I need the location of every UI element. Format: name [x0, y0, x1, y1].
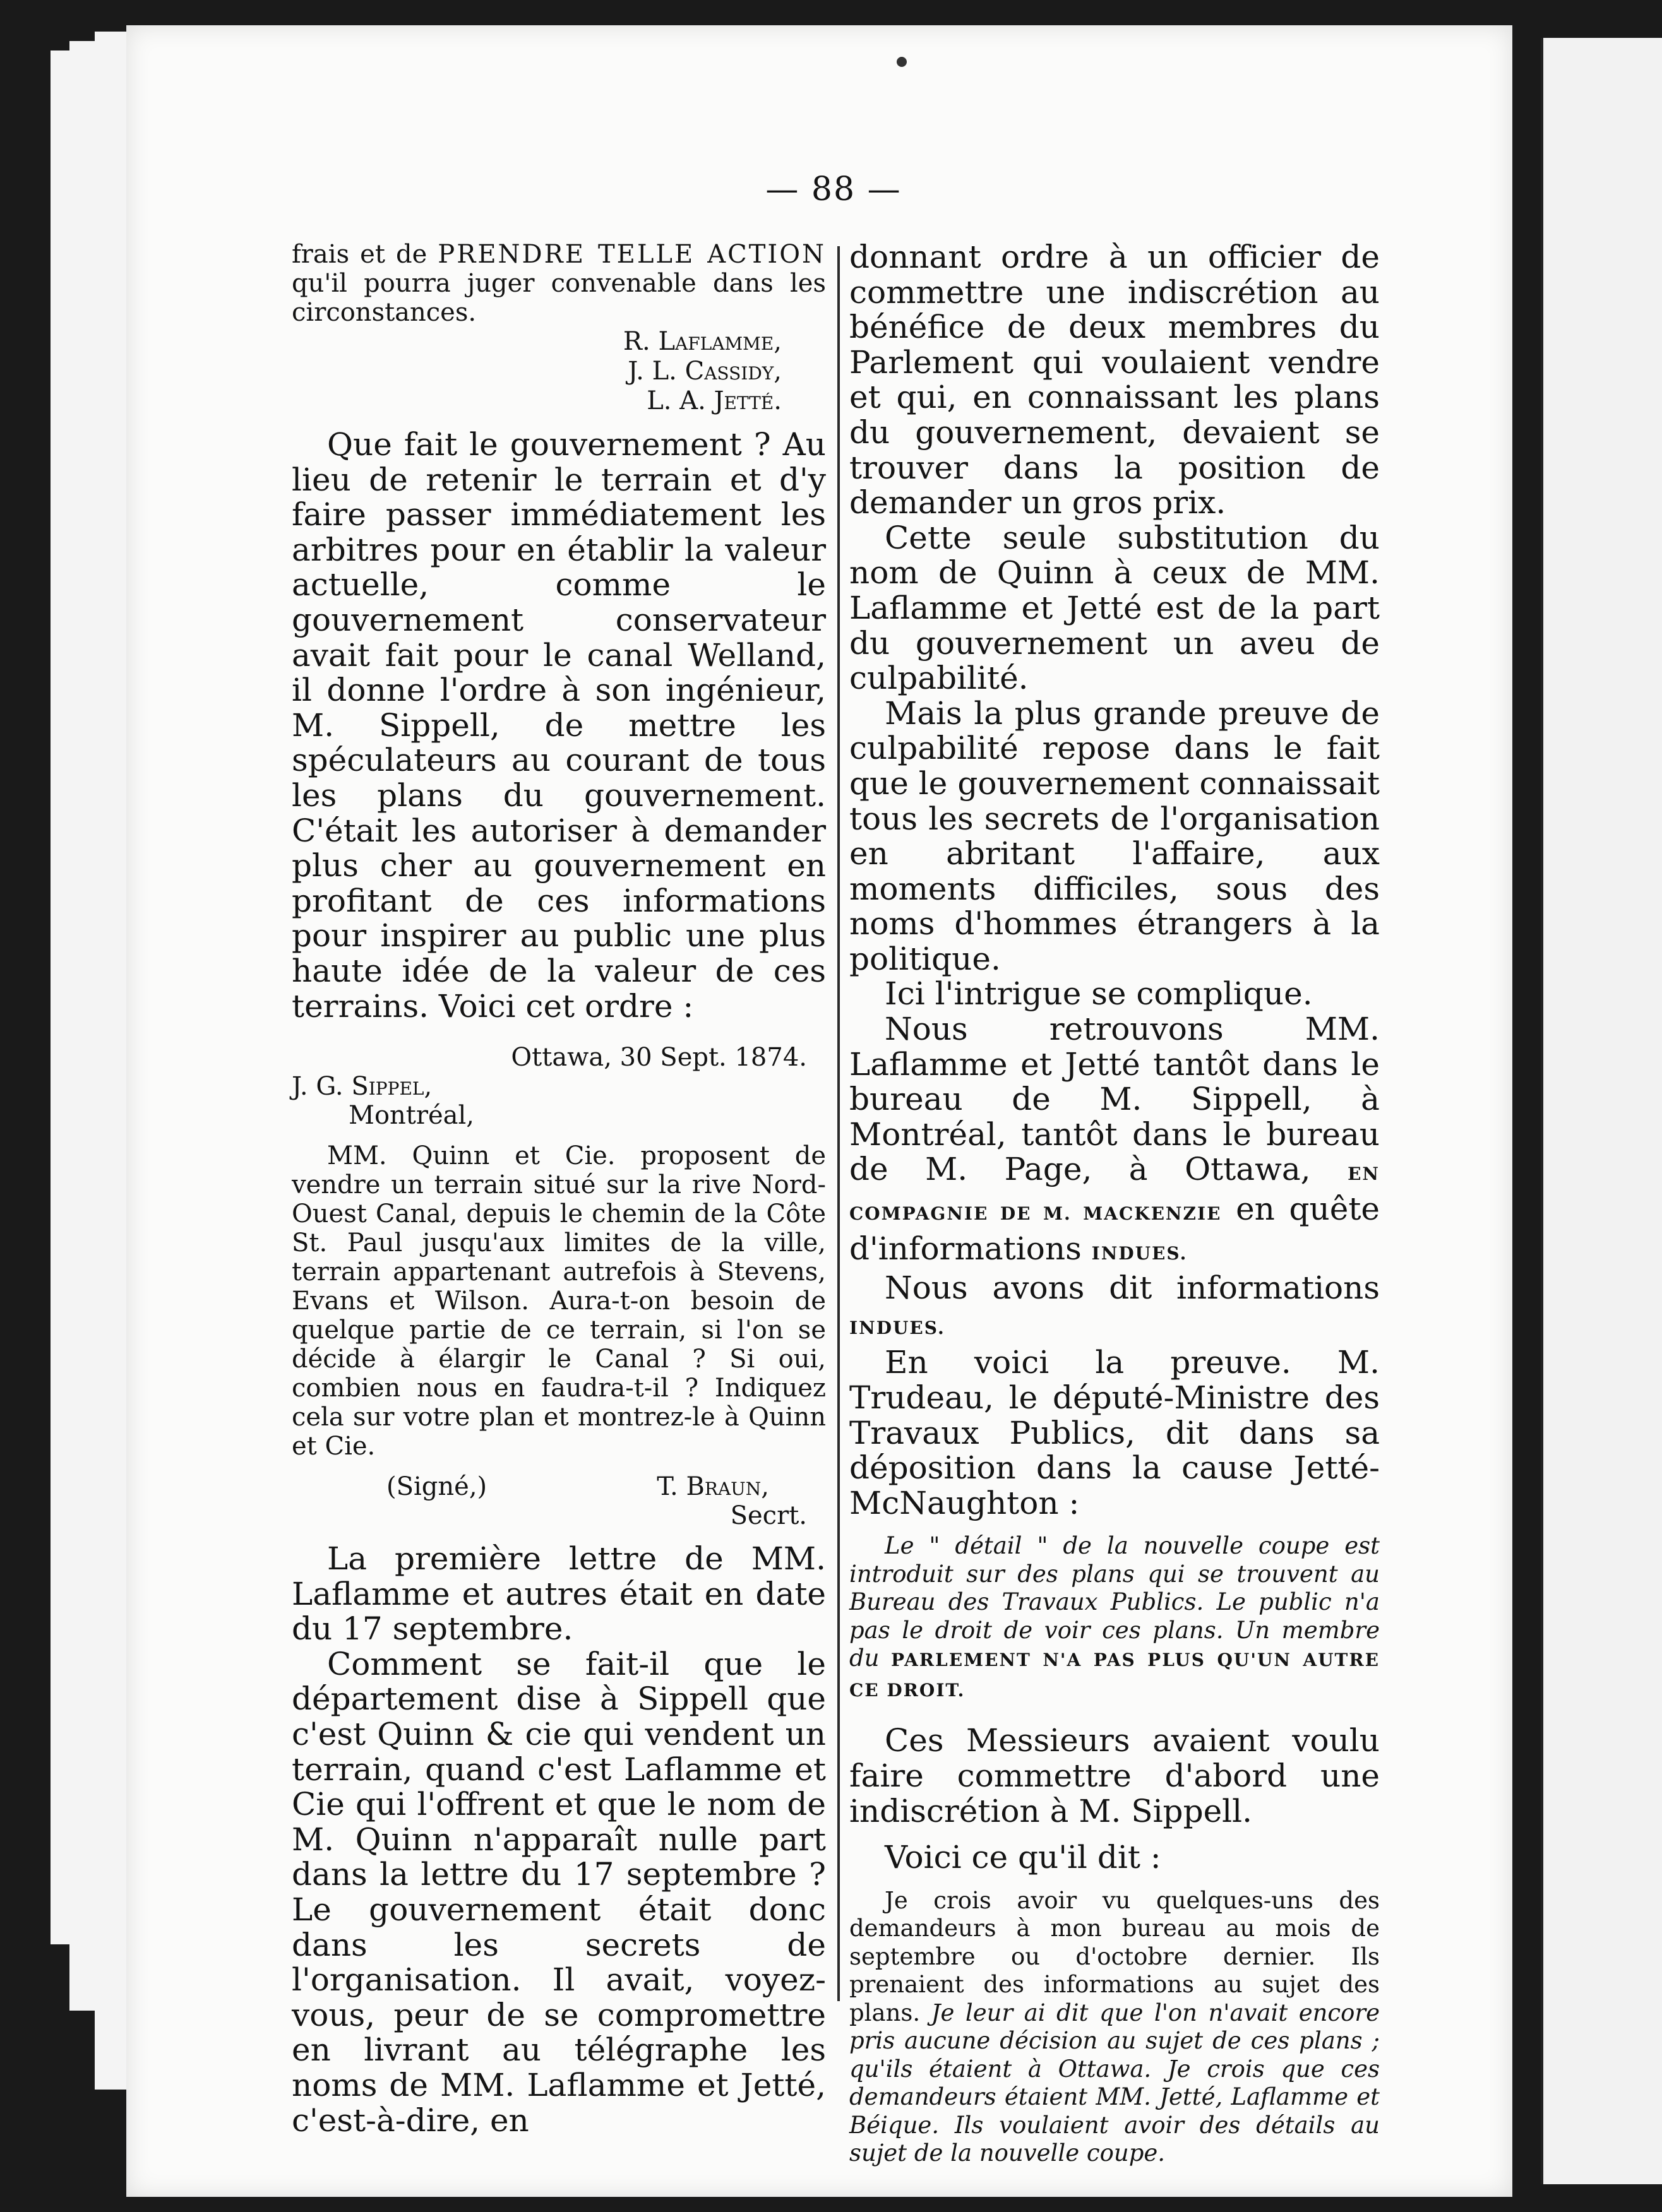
ink-mark	[897, 57, 907, 67]
letter-body: MM. Quinn et Cie. proposent de vendre un terrain situé sur la rive Nord-Ouest Canal, depuis le chemin de la Côte St. Paul jusqu'aux limites de la ville, terrain appartenant autrefois à Stevens, Evans et Wilson. Aura-t-on besoin de quelque partie de ce terrain, si l'on se décide à élargir le Canal ? Si oui, combien nous en faudra-t-il ? Indiquez cela sur votre plan et montrez-le à Quinn et Cie.	[292, 1141, 826, 1461]
text: frais et de	[292, 240, 438, 269]
paragraph: Cette seule substitution du nom de Quinn à ceux de MM. Laflamme et Jetté est de la part du gouvernement un aveu de culpabilité.	[849, 519, 1380, 697]
paragraph	[292, 240, 826, 327]
text: en quête d'informations	[849, 1191, 1380, 1267]
testimony-quote	[849, 1532, 1380, 1704]
signatory: R. Laflamme,	[623, 327, 782, 356]
paragraph	[849, 1271, 1380, 1345]
right-column	[849, 240, 1380, 2168]
paragraph: La première lettre de MM. Laflamme et autres était en date du 17 septembre.	[292, 1540, 826, 1648]
addressee-city: Montréal,	[349, 1101, 475, 1131]
left-column	[292, 240, 826, 2138]
text: Nous retrouvons MM. Laflamme et Jetté tantôt dans le bureau de M. Sippell, à Montréal, tantôt dans le bureau de M. Page, à Ottawa,	[849, 1011, 1380, 1188]
italic-text: Je leur ai dit que l'on n'avait encore pris aucune décision au sujet de ces plans ; qu'ils étaient à Ottawa. Je crois que ces demandeurs étaient MM. Jetté, Laflamme et Béique. Ils voulaient avoir des détails au sujet de la nouvelle coupe.	[849, 1999, 1380, 2167]
addressee: J. G. Sippel,	[292, 1072, 433, 1102]
emphasis-caps: INDUES.	[1091, 1242, 1188, 1264]
paragraph: Que fait le gouvernement ? Au lieu de retenir le terrain et d'y faire passer immédiatement les arbitres pour en établir la valeur actuelle, comme le gouvernement conservateur avait fait pour le canal Welland, il donne l'ordre à son ingénieur, M. Sippell, de mettre les spéculateurs au courant de tous les plans du gouvernement. C'était les autoriser à demander plus cher au gouvernement en profitant de ces informations pour inspirer au public une plus haute idée de la valeur de ces terrains. Voici cet ordre :	[292, 426, 826, 1025]
emphasis-caps: PARLEMENT N'A PAS PLUS QU'UN AUTRE CE DROIT.	[849, 1650, 1380, 1701]
emphasis-caps: INDUES.	[849, 1317, 945, 1338]
testimony-quote	[849, 1887, 1380, 2168]
facing-page-edge	[1541, 38, 1662, 2184]
paragraph: Comment se fait-il que le département dise à Sippell que c'est Quinn & cie qui vendent un terrain, quand c'est Laflamme et Cie qui l'offrent et que le nom de M. Quinn n'apparaît nulle part dans la lettre du 17 septembre ? Le gouvernement était donc dans les secrets de l'organisation. Il avait, voyez-vous, peur de se compromettre en livrant au télégraphe les noms de MM. Laflamme et Jetté, c'est-à-dire, en	[292, 1645, 826, 2139]
column-divider	[837, 246, 840, 2001]
paragraph: Ces Messieurs avaient voulu faire commettre d'abord une indiscrétion à M. Sippell.	[849, 1722, 1380, 1829]
signed-name: T. Braun,	[657, 1472, 769, 1502]
emphasis-caps: EN COMPAGNIE DE M. MACKENZIE	[849, 1163, 1380, 1225]
paragraph: Ici l'intrigue se complique.	[885, 975, 1313, 1013]
paragraph: Voici ce qu'il dit :	[885, 1839, 1161, 1876]
signed-line	[292, 1472, 826, 1501]
paragraph: Mais la plus grande preuve de culpabilité repose dans le fait que le gouvernement connaissait tous les secrets de l'organisation en abritant l'affaire, aux moments difficiles, sous des noms d'hommes étrangers à la politique.	[849, 694, 1380, 977]
paragraph	[849, 1012, 1380, 1271]
text: Je crois avoir vu quelques-uns des demandeurs à mon bureau au mois de septembre ou d'octobre dernier. Ils prenaient des informations au sujet des plans.	[849, 1886, 1380, 2026]
signed-title: Secrt.	[730, 1501, 807, 1531]
text: Nous avons dit informations	[885, 1270, 1380, 1307]
paragraph: donnant ordre à un officier de commettre une indiscrétion au bénéfice de deux membres du Parlement qui voulaient vendre et qui, en connaissant les plans du gouvernement, devaient se trouver dans la position de demander un gros prix.	[849, 239, 1380, 521]
signature-block	[292, 327, 826, 416]
text: qu'il pourra juger convenable dans les circonstances.	[292, 269, 826, 327]
emphasis-caps: PRENDRE TELLE ACTION	[438, 240, 826, 269]
signatory: L. A. Jetté.	[647, 386, 782, 415]
text: Le " détail " de la nouvelle coupe est introduit sur des plans qui se trouvent au Bureau des Travaux Publics. Le public n'a pas le droit de voir ces plans. Un membre du	[849, 1532, 1380, 1672]
signatory: J. L. Cassidy,	[628, 357, 782, 386]
signed-label: (Signé,)	[386, 1472, 487, 1502]
page-number: — 88 —	[765, 170, 902, 208]
paragraph: En voici la preuve. M. Trudeau, le député-Ministre des Travaux Publics, dit dans sa déposition dans la cause Jetté-McNaughton :	[849, 1344, 1380, 1521]
dateline: Ottawa, 30 Sept. 1874.	[511, 1043, 807, 1073]
